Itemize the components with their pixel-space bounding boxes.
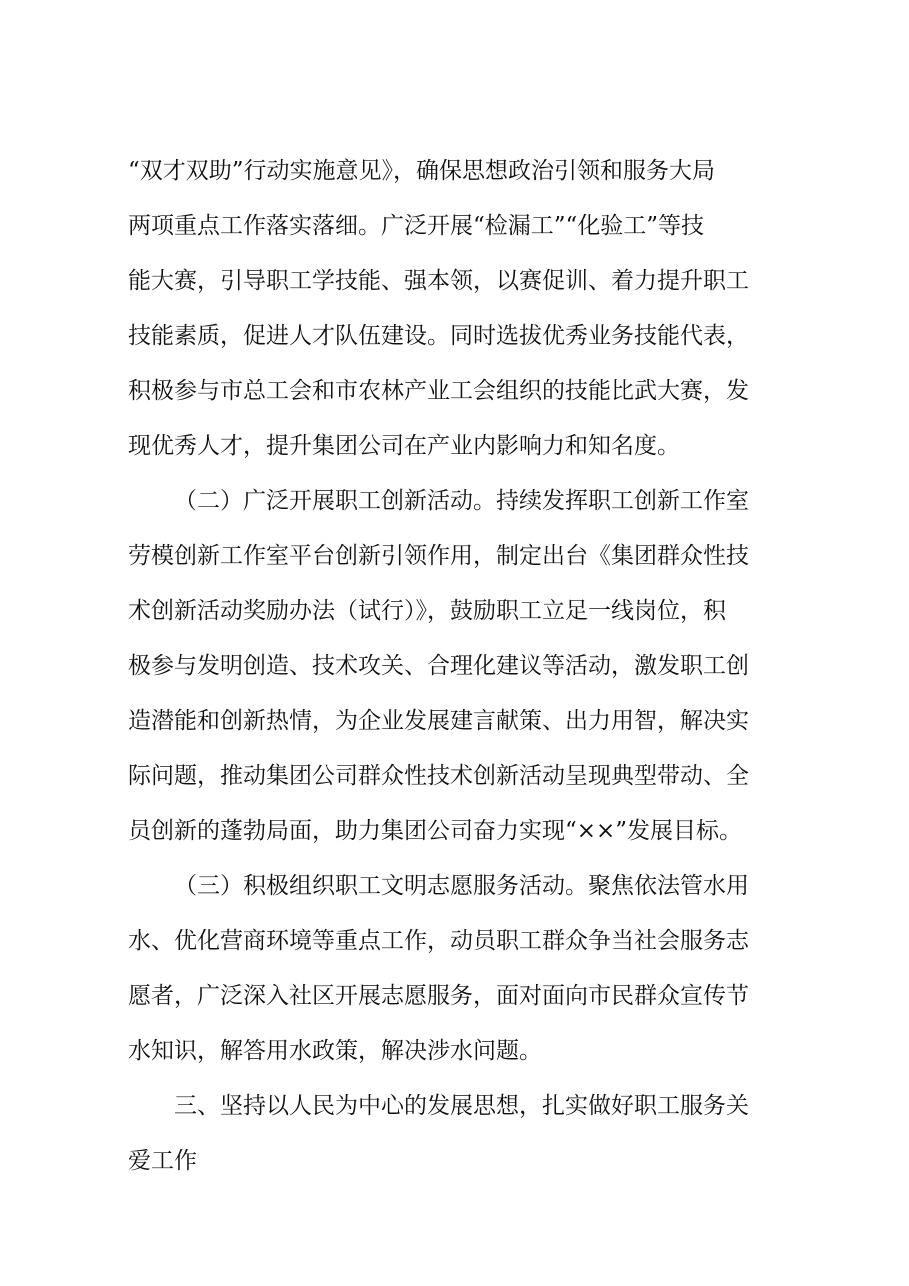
text-line: 积极参与市总工会和市农林产业工会组织的技能比武大赛，发 — [128, 378, 749, 404]
text-line: 员创新的蓬勃局面，助力集团公司奋力实现“××”发展目标。 — [128, 818, 743, 844]
text-line: 技能素质，促进人才队伍建设。同时选拔优秀业务技能代表， — [128, 323, 749, 349]
text-line: 极参与发明创造、技术攻关、合理化建议等活动，激发职工创 — [128, 653, 749, 679]
text-line: 愿者，广泛深入社区开展志愿服务，面对面向市民群众宣传节 — [128, 983, 749, 1009]
text-line: 造潜能和创新热情，为企业发展建言献策、出力用智，解决实 — [128, 708, 749, 734]
text-line: 劳模创新工作室平台创新引领作用，制定出台《集团群众性技 — [128, 543, 749, 569]
text-line: 现优秀人才，提升集团公司在产业内影响力和知名度。 — [128, 433, 680, 459]
text-line: 际问题，推动集团公司群众性技术创新活动呈现典型带动、全 — [128, 763, 749, 789]
paragraph-heading-line: （三）积极组织职工文明志愿服务活动。聚焦依法管水用 — [174, 873, 749, 899]
text-line: 两项重点工作落实落细。广泛开展“检漏工”“化验工”等技 — [128, 213, 705, 239]
section-heading-line: 爱工作 — [128, 1148, 197, 1174]
text-line: 水知识，解答用水政策，解决涉水问题。 — [128, 1038, 542, 1064]
section-heading-line: 三、坚持以人民为中心的发展思想，扎实做好职工服务关 — [174, 1093, 749, 1119]
paragraph-heading-line: （二）广泛开展职工创新活动。持续发挥职工创新工作室 — [174, 488, 749, 514]
text-line: “双才双助”行动实施意见》，确保思想政治引领和服务大局 — [128, 158, 716, 184]
text-line: 水、优化营商环境等重点工作，动员职工群众争当社会服务志 — [128, 928, 749, 954]
text-line: 能大赛，引导职工学技能、强本领，以赛促训、着力提升职工 — [128, 268, 749, 294]
text-line: 术创新活动奖励办法（试行）》，鼓励职工立足一线岗位，积 — [128, 598, 726, 624]
